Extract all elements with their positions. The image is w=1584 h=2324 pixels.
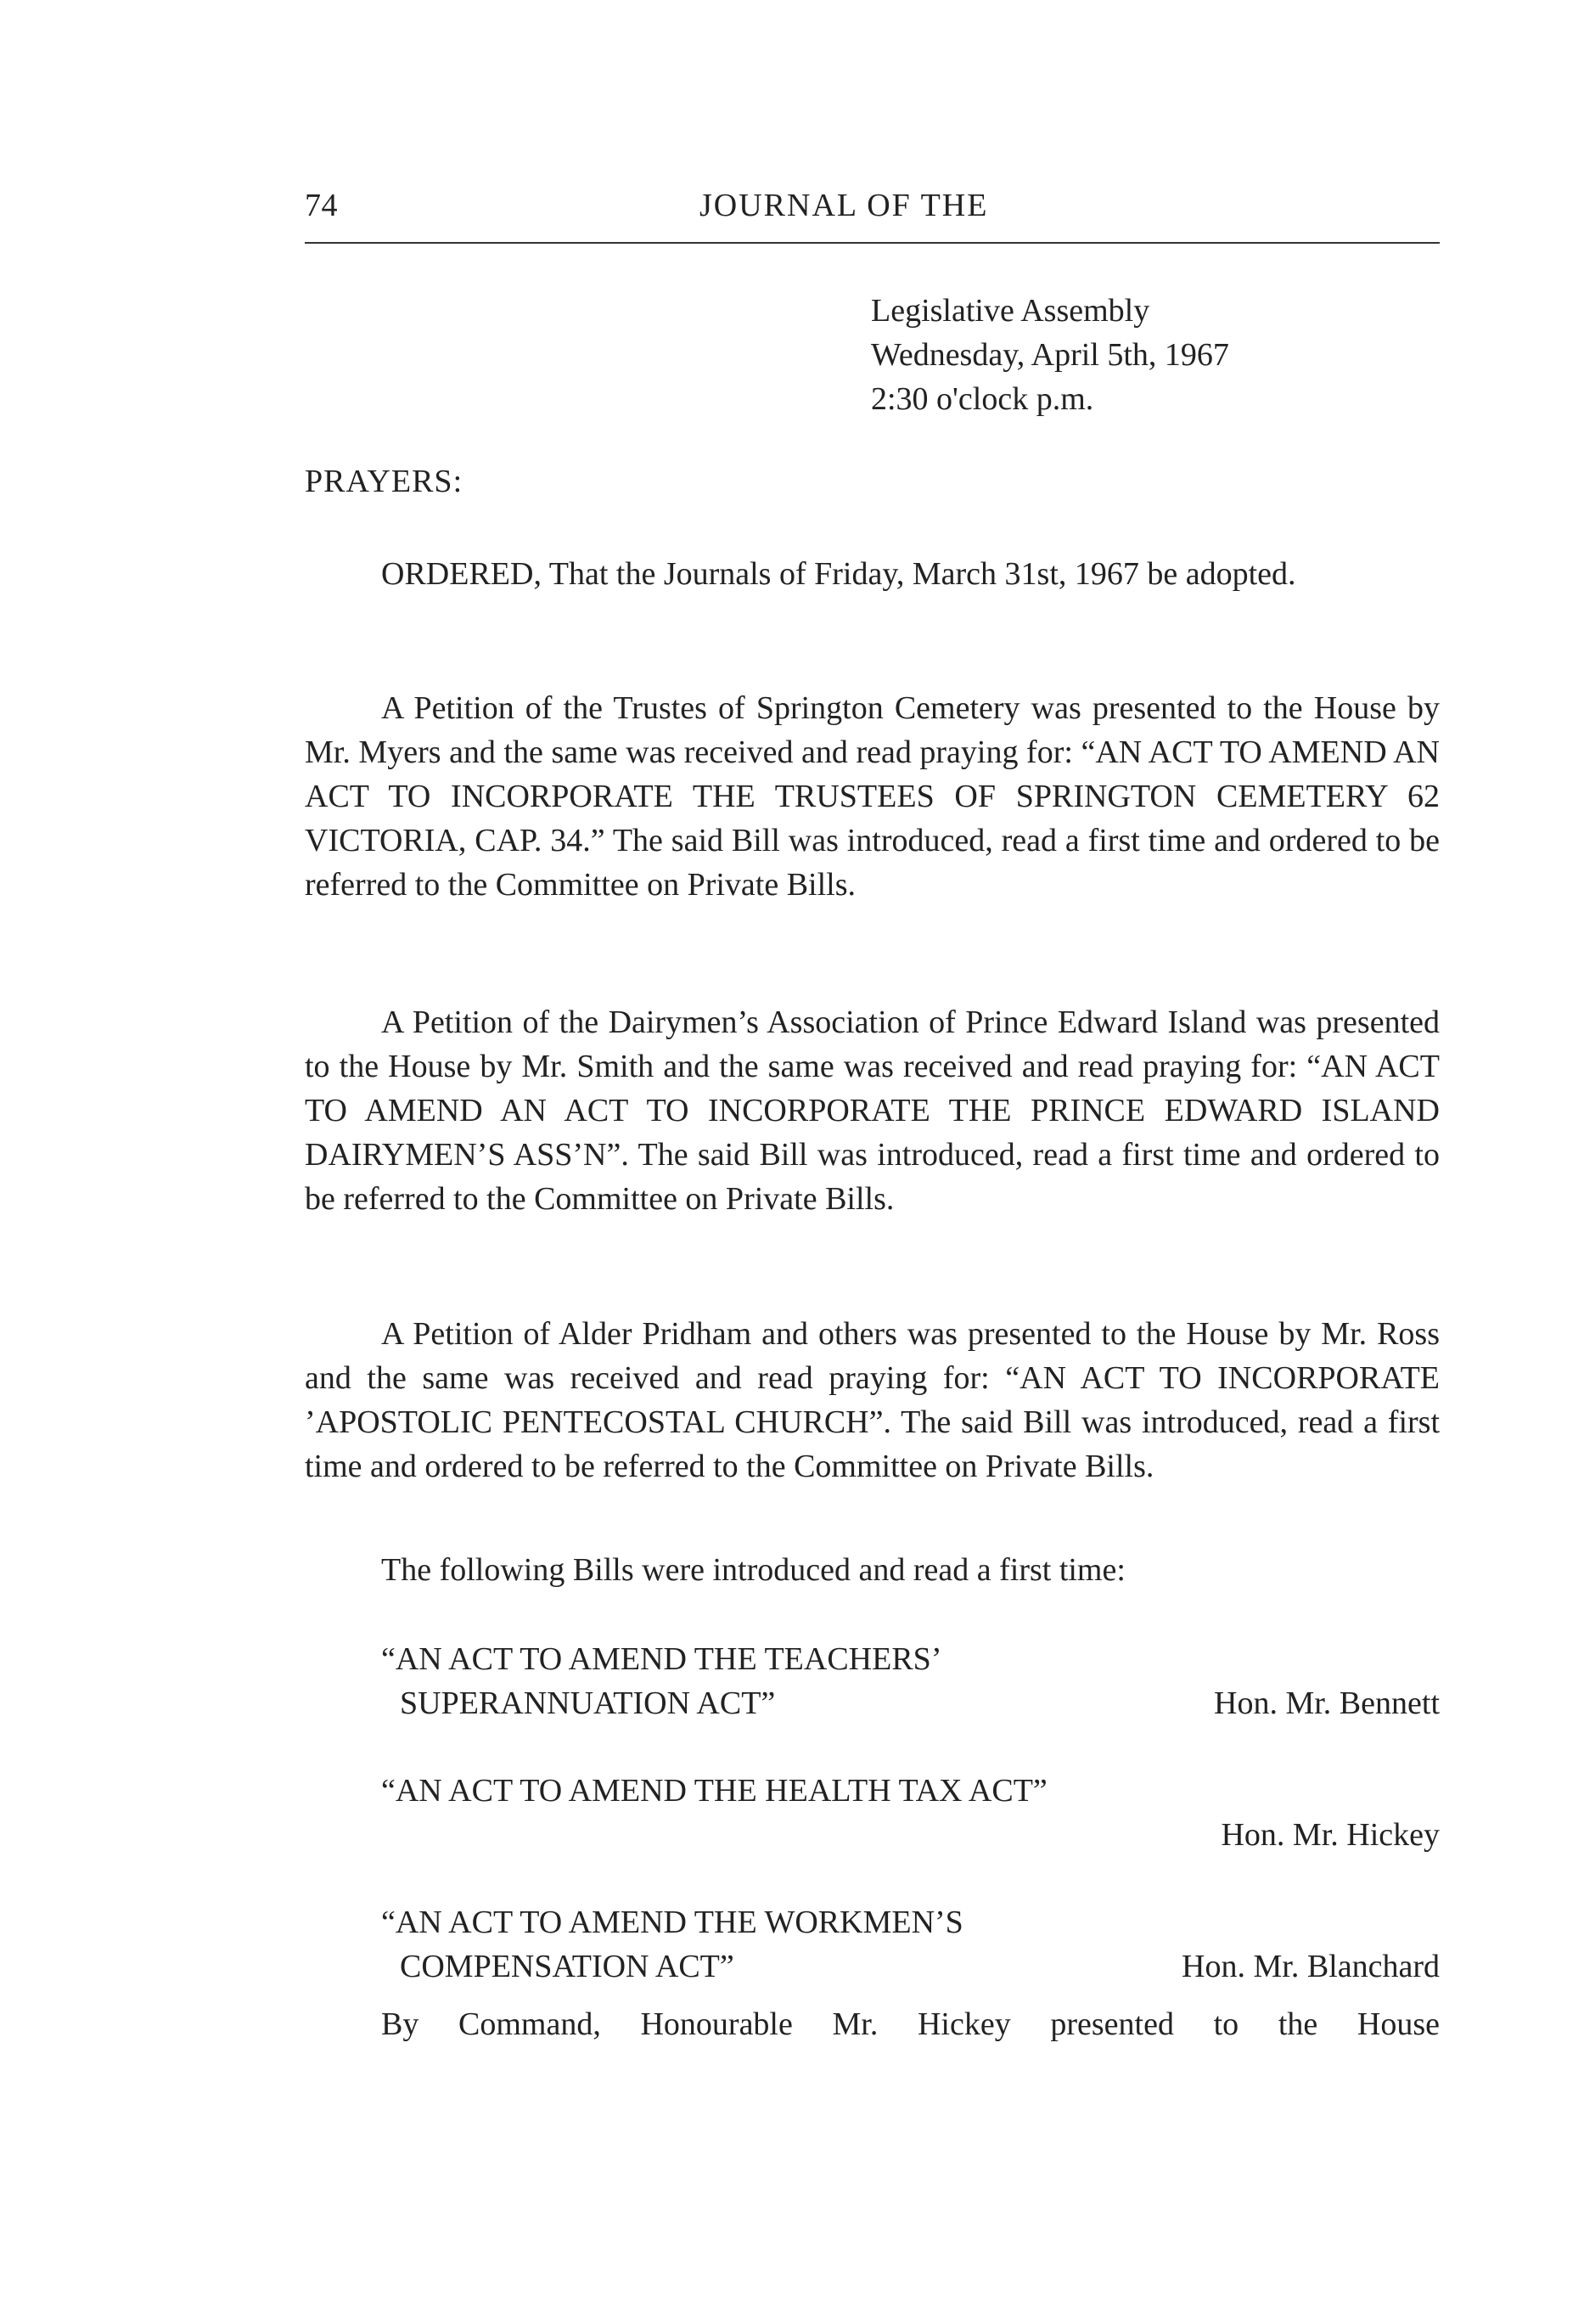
prayers-heading: PRAYERS: [305,464,463,499]
session-time: 2:30 o'clock p.m. [871,381,1094,417]
bill-title-continuation [381,1944,1440,1989]
bills-intro: The following Bills were introduced and read a first time: [381,1552,1126,1588]
header-rule [305,242,1440,244]
bill-title-continuation [381,1681,1440,1725]
bill-title-line: “AN ACT TO AMEND THE WORKMEN’S [381,1905,963,1940]
paragraph-petition-dairymen: A Petition of the Dairymen’s Association of Prince Edward Island was presented to the House by Mr. Smith and the same was received and read praying for: “AN ACT TO AMEND AN ACT TO INCORPORATE THE PRINCE EDWARD ISLAND DAIRYMEN’S ASS’N”. The said Bill was introduced, read a first time and ordered to be referred to the Committee on Private Bills. [305,1004,1440,1217]
session-block [871,289,1229,421]
bill-sponsor: Hon. Mr. Hickey [1221,1817,1440,1853]
running-title: JOURNAL OF THE [699,188,989,223]
bill-title-line: “AN ACT TO AMEND THE HEALTH TAX ACT” [381,1773,1048,1809]
session-body: Legislative Assembly [871,293,1150,329]
bill-entry [381,1900,1440,1989]
bill-entry [381,1637,1440,1725]
page-header [305,187,1440,238]
bill-sponsor-line [381,1813,1440,1857]
closing-line: By Command, Honourable Mr. Hickey presented to the House [381,2006,1440,2042]
bill-title-line: COMPENSATION ACT” [400,1949,734,1984]
paragraph-ordered: ORDERED, That the Journals of Friday, March 31st, 1967 be adopted. [381,556,1296,592]
bill-title-line: SUPERANNUATION ACT” [400,1685,776,1721]
page-number: 74 [305,188,338,223]
paragraph-petition-springton: A Petition of the Trustes of Springton Cemetery was presented to the House by Mr. Myers and the same was received and read praying for: “AN ACT TO AMEND AN ACT TO INCORPORATE THE TRUSTEES OF SPRINGTON CEMETERY 62 VICTORIA, CAP. 34.” The said Bill was introduced, read a first time and ordered to be referred to the Committee on Private Bills. [305,690,1440,903]
bill-sponsor: Hon. Mr. Bennett [1214,1685,1440,1721]
bill-sponsor: Hon. Mr. Blanchard [1182,1949,1440,1984]
paragraph-petition-apostolic: A Petition of Alder Pridham and others was presented to the House by Mr. Ross and the same was received and read praying for: “AN ACT TO INCORPORATE ’APOSTOLIC PENTECOSTAL CHURCH”. The said Bill was introduced, read a first time and ordered to be referred to the Committee on Private Bills. [305,1316,1440,1484]
session-date: Wednesday, April 5th, 1967 [871,337,1229,373]
bill-title-line: “AN ACT TO AMEND THE TEACHERS’ [381,1641,942,1677]
bill-entry [381,1769,1440,1857]
